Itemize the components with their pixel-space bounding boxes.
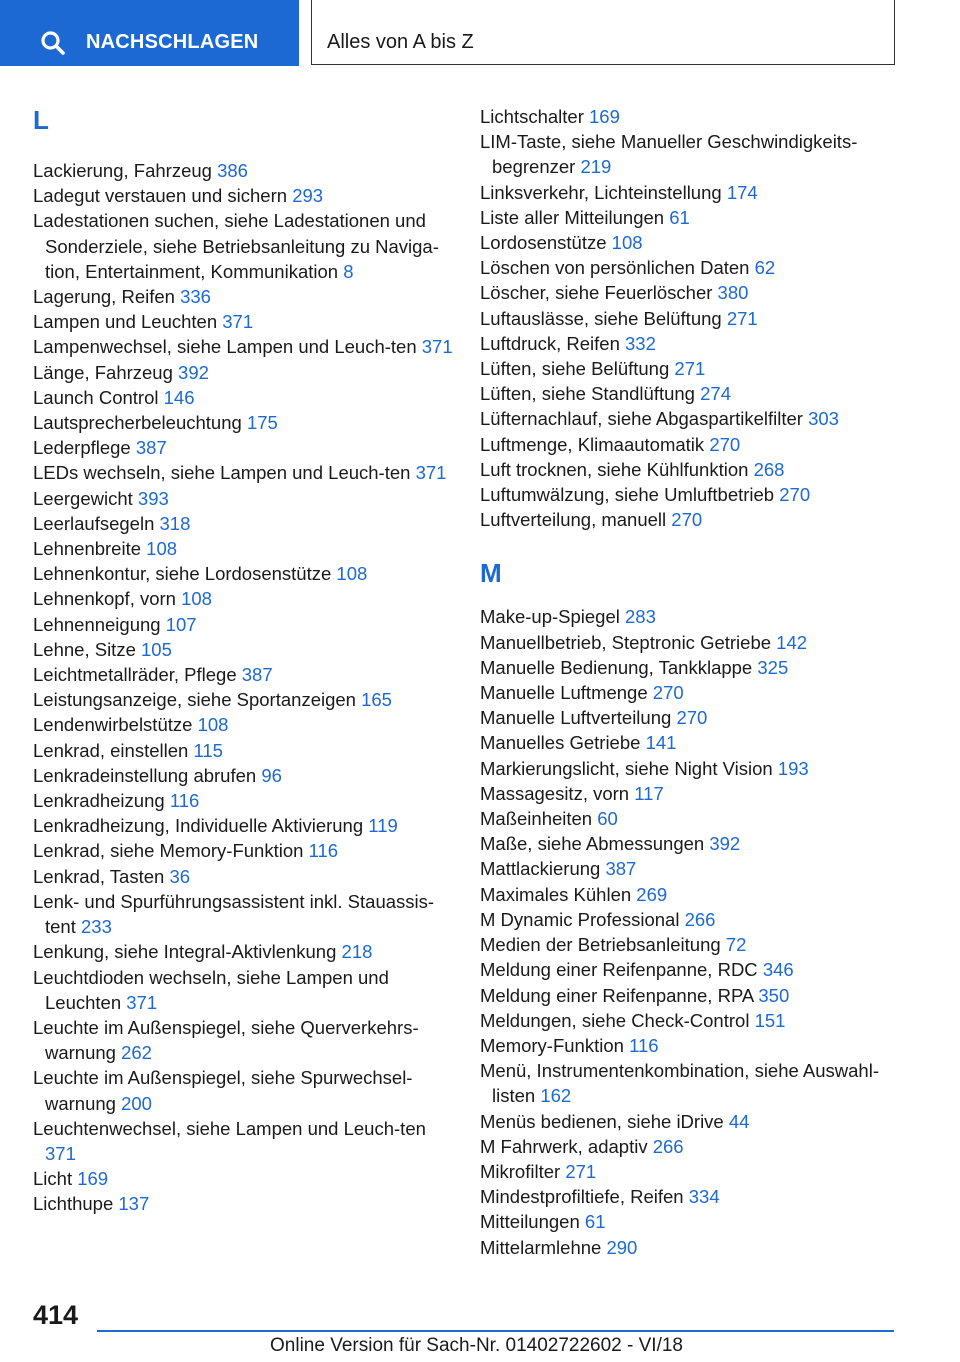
entry-text: Maximales Kühlen bbox=[480, 883, 632, 905]
entry-text: Mitteilungen bbox=[480, 1211, 580, 1233]
index-entry bbox=[33, 586, 453, 611]
entry-text: Menüs bedienen, siehe iDrive bbox=[480, 1110, 724, 1132]
index-entry bbox=[33, 334, 453, 359]
page-link[interactable]: 290 bbox=[606, 1236, 638, 1258]
index-entry bbox=[480, 1184, 900, 1209]
page-link[interactable]: 116 bbox=[629, 1034, 659, 1056]
index-column-left bbox=[33, 100, 453, 1217]
entry-text: Lüfternachlauf, siehe Abgaspartikelfilter bbox=[480, 408, 803, 430]
page-link[interactable]: 200 bbox=[121, 1092, 152, 1114]
index-entry bbox=[480, 331, 900, 356]
page-link[interactable]: 325 bbox=[757, 656, 789, 678]
index-entry bbox=[33, 662, 453, 687]
entry-text: Lichthupe bbox=[33, 1193, 114, 1215]
index-entry bbox=[480, 730, 900, 755]
entry-text: Luft trocknen, siehe Kühlfunktion bbox=[480, 458, 749, 480]
entry-text: Luftauslässe, siehe Belüftung bbox=[480, 307, 722, 329]
entry-text: Luftumwälzung, siehe Umluftbetrieb bbox=[480, 484, 775, 506]
index-entry bbox=[33, 788, 453, 813]
page-link[interactable]: 387 bbox=[135, 437, 167, 459]
page-link[interactable]: 119 bbox=[368, 815, 398, 837]
page-link[interactable]: 61 bbox=[669, 206, 690, 228]
page-link[interactable]: 175 bbox=[246, 412, 278, 434]
page-link[interactable]: 108 bbox=[336, 563, 368, 585]
section-letter: L bbox=[33, 105, 49, 135]
page-link[interactable]: 270 bbox=[671, 509, 703, 531]
page-link[interactable]: 371 bbox=[222, 311, 254, 333]
index-entry bbox=[33, 637, 453, 662]
page-link[interactable]: 193 bbox=[777, 757, 809, 779]
entry-text: Manuelle Luftmenge bbox=[480, 682, 648, 704]
index-entry bbox=[33, 1116, 453, 1166]
index-entry bbox=[33, 738, 453, 763]
index-entry bbox=[480, 957, 900, 982]
entry-text: Ladestationen suchen, siehe Ladestationen und Sonderziele, siehe Betriebsanleitung zu Naviga-tion, Entertainment, Kommunikation bbox=[33, 210, 439, 282]
entry-text: Manuelles Getriebe bbox=[480, 732, 641, 754]
entry-text: Lehnenneigung bbox=[33, 613, 161, 635]
page-link[interactable]: 387 bbox=[241, 664, 273, 686]
search-icon bbox=[40, 30, 66, 56]
index-entry bbox=[33, 208, 453, 284]
index-entry bbox=[480, 381, 900, 406]
page-link[interactable]: 233 bbox=[81, 916, 112, 938]
page-link[interactable]: 141 bbox=[645, 732, 677, 754]
page-link[interactable]: 61 bbox=[584, 1211, 606, 1233]
entry-text: Make-up-Spiegel bbox=[480, 606, 620, 628]
index-entry bbox=[33, 460, 453, 485]
entry-text: Lenkrad, siehe Memory-Funktion bbox=[33, 840, 304, 862]
entry-text: Leuchte im Außenspiegel, siehe Querverkehrs-warnung bbox=[33, 1016, 419, 1064]
page-link[interactable]: 115 bbox=[193, 739, 223, 761]
page-link[interactable]: 142 bbox=[776, 631, 808, 653]
page-link[interactable]: 269 bbox=[636, 883, 668, 905]
entry-text: Manuelle Luftverteilung bbox=[480, 707, 672, 729]
page-link[interactable]: 108 bbox=[611, 232, 643, 254]
page-link[interactable]: 371 bbox=[421, 336, 453, 358]
entry-text: Lehnenbreite bbox=[33, 538, 142, 560]
page-link[interactable]: 137 bbox=[118, 1193, 150, 1215]
entry-text: Leichtmetallräder, Pflege bbox=[33, 664, 237, 686]
index-entry bbox=[480, 432, 900, 457]
page-link[interactable]: 108 bbox=[146, 538, 178, 560]
index-entry bbox=[480, 1033, 900, 1058]
page-link[interactable]: 393 bbox=[137, 487, 169, 509]
index-entry bbox=[480, 655, 900, 680]
page-link[interactable]: 270 bbox=[709, 433, 741, 455]
entry-text: Lenkradheizung bbox=[33, 790, 165, 812]
page-link[interactable]: 268 bbox=[753, 458, 785, 480]
entry-text: Maße, siehe Abmessungen bbox=[480, 833, 705, 855]
entry-text: Menü, Instrumentenkombination, siehe Auswahl-listen bbox=[480, 1060, 879, 1107]
index-entry bbox=[480, 356, 900, 381]
entry-text: Ladegut verstauen und sichern bbox=[33, 185, 288, 207]
page-link[interactable]: 271 bbox=[674, 358, 706, 380]
index-entry bbox=[480, 1235, 900, 1260]
index-column-right bbox=[480, 104, 900, 1260]
page-link[interactable]: 218 bbox=[341, 941, 373, 963]
page-link[interactable]: 151 bbox=[754, 1009, 786, 1031]
page-link[interactable]: 336 bbox=[180, 286, 211, 308]
index-entry bbox=[33, 486, 453, 511]
index-entry bbox=[480, 705, 900, 730]
entry-text: Leuchtdioden wechseln, siehe Lampen und Leuchten bbox=[33, 966, 389, 1013]
page-link[interactable]: 108 bbox=[181, 588, 212, 610]
index-list bbox=[480, 604, 900, 1259]
page-link[interactable]: 387 bbox=[605, 858, 637, 880]
entry-text: Mittelarmlehne bbox=[480, 1236, 602, 1258]
index-entry bbox=[480, 1058, 900, 1108]
page-link[interactable]: 62 bbox=[754, 257, 776, 279]
entry-text: Lenkung, siehe Integral-Aktivlenkung bbox=[33, 941, 337, 963]
page-link[interactable]: 262 bbox=[121, 1042, 152, 1064]
entry-text: Leistungsanzeige, siehe Sportanzeigen bbox=[33, 689, 356, 711]
index-entry bbox=[33, 511, 453, 536]
page-link[interactable]: 332 bbox=[625, 332, 656, 354]
tab-label: Alles von A bis Z bbox=[327, 31, 474, 53]
index-entry bbox=[480, 104, 900, 129]
index-entry bbox=[480, 1134, 900, 1159]
page-link[interactable]: 266 bbox=[652, 1135, 684, 1157]
page-link[interactable]: 293 bbox=[292, 185, 324, 207]
entry-text: Lackierung, Fahrzeug bbox=[33, 160, 212, 181]
footer-version-text: Online Version für Sach-Nr. 01402722602 - VI/18 bbox=[270, 1335, 683, 1356]
index-entry bbox=[480, 756, 900, 781]
page-link[interactable]: 386 bbox=[217, 160, 248, 181]
page-number: 414 bbox=[33, 1300, 79, 1330]
entry-text: Lichtschalter bbox=[480, 106, 584, 127]
index-entry bbox=[480, 457, 900, 482]
index-entry bbox=[33, 536, 453, 561]
page-link[interactable]: 283 bbox=[625, 606, 656, 628]
index-entry bbox=[480, 1209, 900, 1234]
tab-alles-von-a-bis-z[interactable] bbox=[311, 0, 895, 65]
index-entry bbox=[480, 831, 900, 856]
entry-text: Lautsprecherbeleuchtung bbox=[33, 412, 242, 434]
page-link[interactable]: 108 bbox=[197, 714, 229, 736]
index-entry bbox=[480, 230, 900, 255]
index-entry bbox=[480, 205, 900, 230]
index-entry bbox=[33, 284, 453, 309]
index-list bbox=[33, 158, 453, 1217]
index-entry bbox=[33, 1191, 453, 1216]
index-entry bbox=[33, 410, 453, 435]
page-link[interactable]: 72 bbox=[725, 934, 747, 956]
index-entry bbox=[33, 763, 453, 788]
page-link[interactable]: 44 bbox=[728, 1110, 750, 1132]
index-entry bbox=[480, 1159, 900, 1184]
page-link[interactable]: 36 bbox=[169, 865, 191, 887]
index-entry bbox=[33, 158, 453, 183]
index-entry bbox=[480, 129, 900, 179]
entry-text: Meldungen, siehe Check-Control bbox=[480, 1009, 750, 1031]
page-link[interactable]: 165 bbox=[361, 689, 392, 711]
index-entry bbox=[33, 1166, 453, 1191]
index-entry bbox=[33, 864, 453, 889]
index-entry bbox=[480, 806, 900, 831]
index-entry bbox=[480, 907, 900, 932]
index-entry bbox=[33, 838, 453, 863]
entry-text: Memory-Funktion bbox=[480, 1034, 624, 1056]
index-entry bbox=[480, 1109, 900, 1134]
tab-label: NACHSCHLAGEN bbox=[86, 31, 259, 53]
page-link[interactable]: 371 bbox=[126, 991, 158, 1013]
index-entry bbox=[480, 507, 900, 532]
page-link[interactable]: 107 bbox=[165, 613, 197, 635]
index-entry bbox=[33, 712, 453, 737]
page-link[interactable]: 266 bbox=[684, 908, 716, 930]
entry-text: Leerlaufsegeln bbox=[33, 512, 155, 534]
entry-text: Manuelle Bedienung, Tankklappe bbox=[480, 656, 753, 678]
entry-text: LEDs wechseln, siehe Lampen und Leuch-ten bbox=[33, 462, 411, 484]
entry-text: Lenkradeinstellung abrufen bbox=[33, 764, 257, 786]
index-entry bbox=[33, 889, 453, 939]
page-link[interactable]: 270 bbox=[779, 484, 811, 506]
entry-text: Lenkrad, Tasten bbox=[33, 865, 165, 887]
page-link[interactable]: 117 bbox=[634, 782, 664, 804]
entry-text: Mindestprofiltiefe, Reifen bbox=[480, 1186, 684, 1208]
index-entry bbox=[480, 882, 900, 907]
entry-text: M Fahrwerk, adaptiv bbox=[480, 1135, 648, 1157]
entry-text: Medien der Betriebsanleitung bbox=[480, 934, 721, 956]
page-link[interactable]: 371 bbox=[45, 1142, 76, 1164]
entry-text: Meldung einer Reifenpanne, RPA bbox=[480, 984, 754, 1006]
page-link[interactable]: 146 bbox=[163, 386, 195, 408]
page-link[interactable]: 162 bbox=[540, 1085, 572, 1107]
page-link[interactable]: 105 bbox=[141, 638, 172, 660]
page-link[interactable]: 303 bbox=[808, 408, 839, 430]
index-entry bbox=[480, 180, 900, 205]
page-link[interactable]: 271 bbox=[726, 307, 758, 329]
page-link[interactable]: 392 bbox=[178, 361, 209, 383]
entry-text: Löschen von persönlichen Daten bbox=[480, 257, 750, 279]
index-entry bbox=[33, 687, 453, 712]
entry-text: Leergewicht bbox=[33, 487, 133, 509]
page-link[interactable]: 8 bbox=[343, 260, 354, 282]
entry-text: Linksverkehr, Lichteinstellung bbox=[480, 181, 722, 203]
entry-text: Meldung einer Reifenpanne, RDC bbox=[480, 959, 758, 981]
index-entry bbox=[480, 630, 900, 655]
index-list bbox=[480, 104, 900, 532]
entry-text: Lenkrad, einstellen bbox=[33, 739, 189, 761]
entry-text: Länge, Fahrzeug bbox=[33, 361, 173, 383]
index-entry bbox=[480, 1008, 900, 1033]
entry-text: Lehne, Sitze bbox=[33, 638, 136, 660]
index-entry bbox=[33, 965, 453, 1015]
page-link[interactable]: 60 bbox=[597, 808, 618, 830]
entry-text: Launch Control bbox=[33, 386, 159, 408]
entry-text: Löscher, siehe Feuerlöscher bbox=[480, 282, 713, 304]
page-link[interactable]: 116 bbox=[308, 840, 339, 862]
entry-text: Lampenwechsel, siehe Lampen und Leuch-ten bbox=[33, 336, 417, 358]
index-entry bbox=[480, 306, 900, 331]
entry-text: Lehnenkontur, siehe Lordosenstütze bbox=[33, 563, 332, 585]
entry-text: Lehnenkopf, vorn bbox=[33, 588, 176, 610]
entry-text: Markierungslicht, siehe Night Vision bbox=[480, 757, 773, 779]
entry-text: Manuellbetrieb, Steptronic Getriebe bbox=[480, 631, 772, 653]
entry-text: Maßeinheiten bbox=[480, 808, 593, 830]
index-entry bbox=[480, 781, 900, 806]
page-link[interactable]: 392 bbox=[709, 833, 741, 855]
index-entry bbox=[33, 939, 453, 964]
entry-text: Lenk- und Spurführungsassistent inkl. Stauassis-tent bbox=[33, 890, 435, 938]
entry-text: Lenkradheizung, Individuelle Aktivierung bbox=[33, 815, 364, 837]
entry-text: Liste aller Mitteilungen bbox=[480, 206, 665, 228]
entry-text: Lendenwirbelstütze bbox=[33, 714, 193, 736]
entry-text: Luftmenge, Klimaautomatik bbox=[480, 433, 705, 455]
page-link[interactable]: 96 bbox=[261, 764, 282, 786]
tab-nachschlagen[interactable] bbox=[0, 0, 299, 66]
entry-text: LIM-Taste, siehe Manueller Geschwindigkeits-begrenzer bbox=[480, 131, 858, 178]
entry-text: Lüften, siehe Belüftung bbox=[480, 358, 670, 380]
index-entry bbox=[33, 309, 453, 334]
header-bar bbox=[0, 0, 960, 66]
page-link[interactable]: 334 bbox=[688, 1186, 720, 1208]
index-entry bbox=[480, 856, 900, 881]
page-link[interactable]: 274 bbox=[700, 383, 731, 405]
page-link[interactable]: 219 bbox=[580, 156, 612, 178]
index-entry bbox=[480, 482, 900, 507]
entry-text: Mikrofilter bbox=[480, 1160, 561, 1182]
entry-text: M Dynamic Professional bbox=[480, 908, 680, 930]
index-entry bbox=[33, 1015, 453, 1065]
page-link[interactable]: 270 bbox=[676, 707, 708, 729]
index-entry bbox=[33, 612, 453, 637]
index-entry bbox=[33, 183, 453, 208]
index-entry bbox=[33, 1065, 453, 1115]
index-entry bbox=[33, 435, 453, 460]
page-link[interactable]: 116 bbox=[169, 790, 200, 812]
index-entry bbox=[480, 932, 900, 957]
index-entry bbox=[480, 680, 900, 705]
entry-text: Luftverteilung, manuell bbox=[480, 509, 667, 531]
index-entry bbox=[480, 255, 900, 280]
entry-text: Mattlackierung bbox=[480, 858, 601, 880]
index-entry bbox=[33, 561, 453, 586]
index-entry bbox=[33, 385, 453, 410]
entry-text: Leuchtenwechsel, siehe Lampen und Leuch-ten bbox=[33, 1117, 426, 1139]
page-link[interactable]: 169 bbox=[77, 1168, 109, 1190]
page-link[interactable]: 270 bbox=[652, 682, 684, 704]
page-link[interactable]: 271 bbox=[565, 1160, 597, 1182]
page-link[interactable]: 371 bbox=[415, 462, 447, 484]
footer-divider bbox=[97, 1330, 894, 1332]
entry-text: Lederpflege bbox=[33, 437, 131, 459]
section-letter: M bbox=[480, 558, 502, 589]
index-entry bbox=[33, 360, 453, 385]
entry-text: Leuchte im Außenspiegel, siehe Spurwechsel-warnung bbox=[33, 1067, 413, 1114]
index-entry bbox=[480, 983, 900, 1008]
page-link[interactable]: 174 bbox=[726, 181, 758, 203]
index-entry bbox=[33, 813, 453, 838]
entry-text: Lampen und Leuchten bbox=[33, 311, 218, 333]
index-entry bbox=[480, 406, 900, 431]
entry-text: Lordosenstütze bbox=[480, 232, 607, 254]
entry-text: Luftdruck, Reifen bbox=[480, 332, 620, 354]
page-link[interactable]: 380 bbox=[717, 282, 749, 304]
index-entry bbox=[480, 604, 900, 629]
entry-text: Lüften, siehe Standlüftung bbox=[480, 383, 695, 405]
page-link[interactable]: 318 bbox=[159, 512, 191, 534]
entry-text: Licht bbox=[33, 1168, 73, 1190]
page-link[interactable]: 346 bbox=[762, 959, 794, 981]
index-entry bbox=[480, 280, 900, 305]
page-link[interactable]: 169 bbox=[589, 106, 620, 127]
entry-text: Lagerung, Reifen bbox=[33, 286, 175, 308]
entry-text: Massagesitz, vorn bbox=[480, 782, 630, 804]
page-link[interactable]: 350 bbox=[758, 984, 790, 1006]
